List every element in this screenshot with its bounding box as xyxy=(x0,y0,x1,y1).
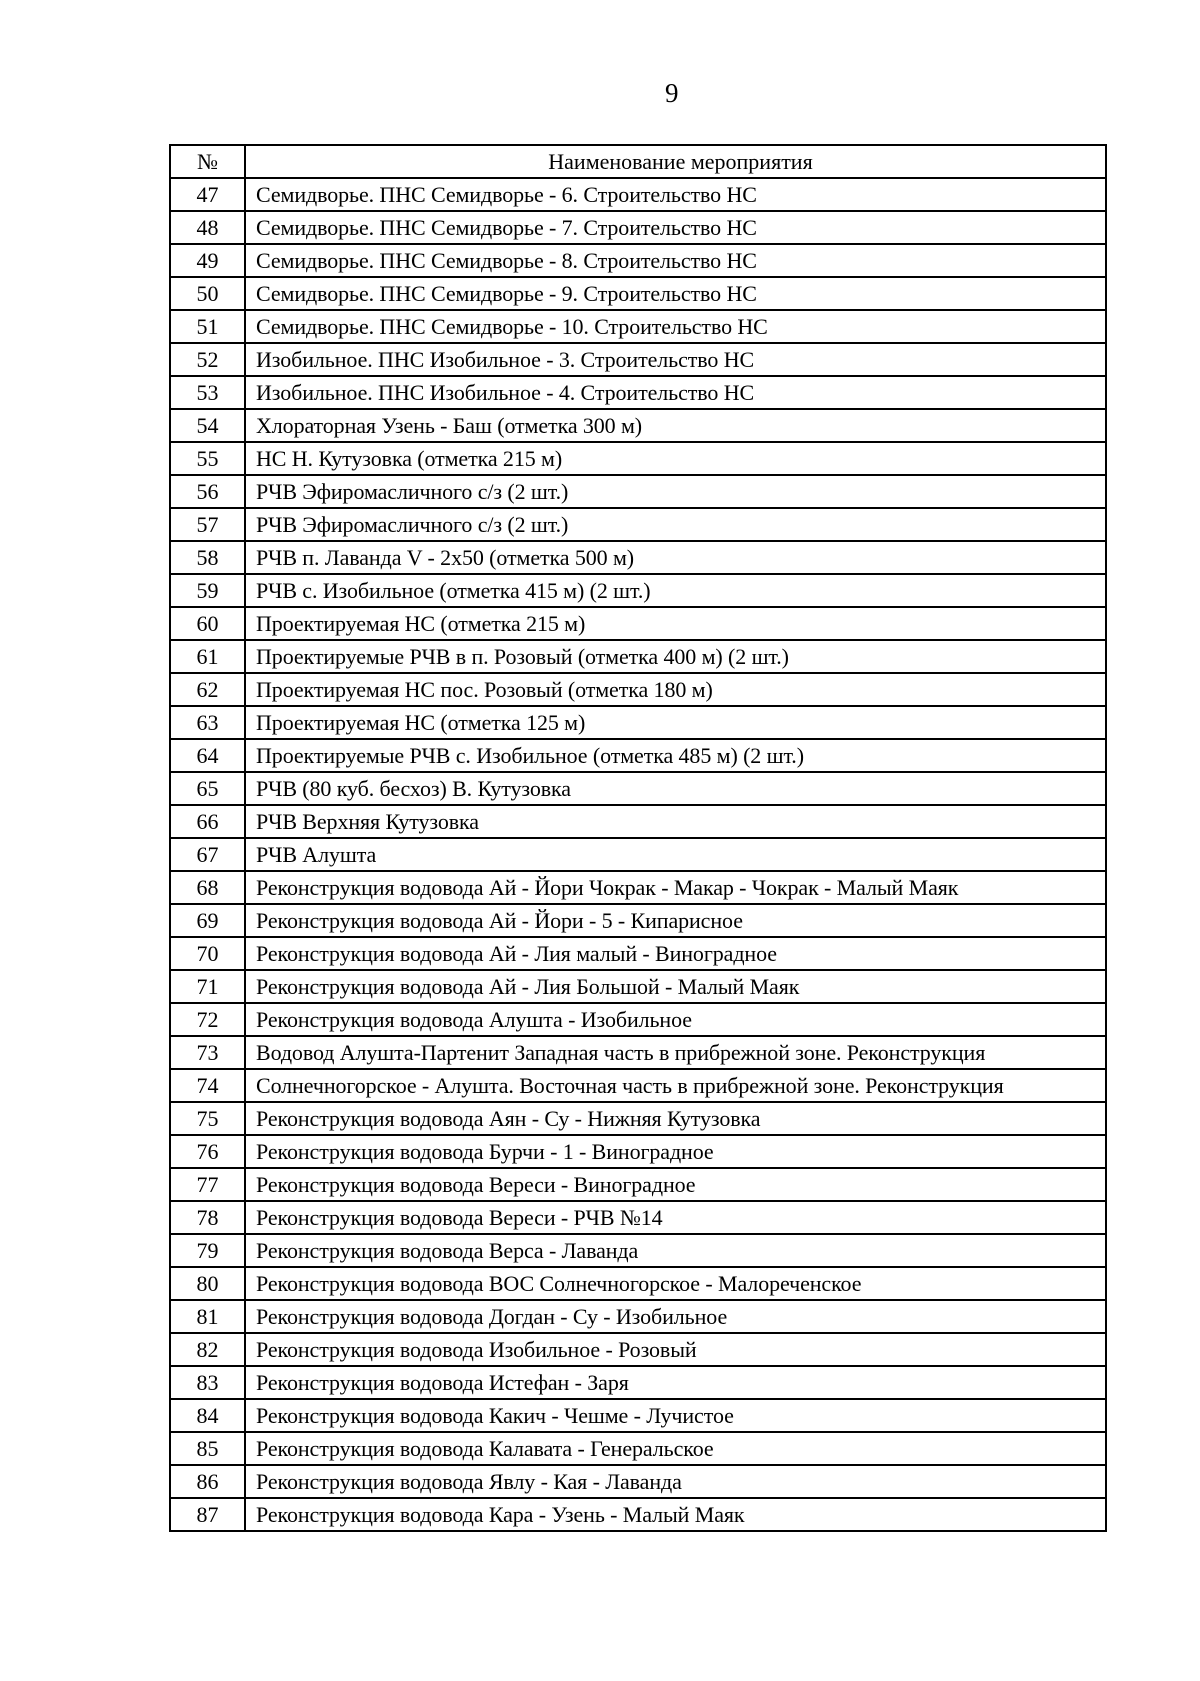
measure-name: Реконструкция водовода Изобильное - Розовый xyxy=(245,1333,1106,1366)
table-row xyxy=(170,838,1106,871)
table-row xyxy=(170,607,1106,640)
row-number: 64 xyxy=(170,739,245,772)
row-number: 53 xyxy=(170,376,245,409)
column-header-name: Наименование мероприятия xyxy=(245,145,1106,178)
table-row xyxy=(170,310,1106,343)
measure-name: Семидворье. ПНС Семидворье - 10. Строительство НС xyxy=(245,310,1106,343)
measure-name: Проектируемая НС (отметка 215 м) xyxy=(245,607,1106,640)
measure-name: Проектируемая НС (отметка 125 м) xyxy=(245,706,1106,739)
table-row xyxy=(170,1432,1106,1465)
row-number: 51 xyxy=(170,310,245,343)
row-number: 55 xyxy=(170,442,245,475)
row-number: 62 xyxy=(170,673,245,706)
measure-name: Реконструкция водовода Аян - Су - Нижняя Кутузовка xyxy=(245,1102,1106,1135)
measure-name: Реконструкция водовода Вереси - РЧВ №14 xyxy=(245,1201,1106,1234)
measure-name: Изобильное. ПНС Изобильное - 3. Строительство НС xyxy=(245,343,1106,376)
measure-name: Реконструкция водовода Догдан - Су - Изобильное xyxy=(245,1300,1106,1333)
row-number: 75 xyxy=(170,1102,245,1135)
measure-name: РЧВ п. Лаванда V - 2х50 (отметка 500 м) xyxy=(245,541,1106,574)
row-number: 77 xyxy=(170,1168,245,1201)
row-number: 66 xyxy=(170,805,245,838)
table-row xyxy=(170,178,1106,211)
table-row xyxy=(170,805,1106,838)
table-row xyxy=(170,475,1106,508)
measure-name: Реконструкция водовода Вереси - Виноградное xyxy=(245,1168,1106,1201)
measure-name: Реконструкция водовода Ай - Лия малый - Виноградное xyxy=(245,937,1106,970)
table-row xyxy=(170,706,1106,739)
row-number: 49 xyxy=(170,244,245,277)
table-row xyxy=(170,1465,1106,1498)
row-number: 48 xyxy=(170,211,245,244)
table-row xyxy=(170,1069,1106,1102)
table-row xyxy=(170,574,1106,607)
measure-name: Реконструкция водовода Алушта - Изобильное xyxy=(245,1003,1106,1036)
measure-name: Изобильное. ПНС Изобильное - 4. Строительство НС xyxy=(245,376,1106,409)
measure-name: Реконструкция водовода Верса - Лаванда xyxy=(245,1234,1106,1267)
table-row xyxy=(170,508,1106,541)
measure-name: Солнечногорское - Алушта. Восточная часть в прибрежной зоне. Реконструкция xyxy=(245,1069,1106,1102)
measure-name: Проектируемые РЧВ с. Изобильное (отметка 485 м) (2 шт.) xyxy=(245,739,1106,772)
row-number: 80 xyxy=(170,1267,245,1300)
measure-name: НС Н. Кутузовка (отметка 215 м) xyxy=(245,442,1106,475)
table-row xyxy=(170,277,1106,310)
measure-name: Реконструкция водовода Явлу - Кая - Лаванда xyxy=(245,1465,1106,1498)
table-row xyxy=(170,1267,1106,1300)
table-row xyxy=(170,1201,1106,1234)
measure-name: Реконструкция водовода Истефан - Заря xyxy=(245,1366,1106,1399)
row-number: 52 xyxy=(170,343,245,376)
row-number: 60 xyxy=(170,607,245,640)
measure-name: Реконструкция водовода Ай - Йори - 5 - Кипарисное xyxy=(245,904,1106,937)
measure-name: Водовод Алушта-Партенит Западная часть в прибрежной зоне. Реконструкция xyxy=(245,1036,1106,1069)
table-row xyxy=(170,1036,1106,1069)
row-number: 86 xyxy=(170,1465,245,1498)
table-row xyxy=(170,970,1106,1003)
measure-name: РЧВ Эфиромасличного с/з (2 шт.) xyxy=(245,508,1106,541)
table-row xyxy=(170,937,1106,970)
table-row xyxy=(170,343,1106,376)
table-row xyxy=(170,739,1106,772)
table-row xyxy=(170,244,1106,277)
row-number: 63 xyxy=(170,706,245,739)
row-number: 69 xyxy=(170,904,245,937)
row-number: 87 xyxy=(170,1498,245,1531)
table-row xyxy=(170,1399,1106,1432)
row-number: 85 xyxy=(170,1432,245,1465)
measure-name: Реконструкция водовода Кара - Узень - Малый Маяк xyxy=(245,1498,1106,1531)
measure-name: Семидворье. ПНС Семидворье - 7. Строительство НС xyxy=(245,211,1106,244)
row-number: 84 xyxy=(170,1399,245,1432)
row-number: 65 xyxy=(170,772,245,805)
table-row xyxy=(170,442,1106,475)
measure-name: Семидворье. ПНС Семидворье - 6. Строительство НС xyxy=(245,178,1106,211)
measure-name: Проектируемые РЧВ в п. Розовый (отметка 400 м) (2 шт.) xyxy=(245,640,1106,673)
measure-name: Хлораторная Узень - Баш (отметка 300 м) xyxy=(245,409,1106,442)
table-row xyxy=(170,1135,1106,1168)
table-row xyxy=(170,1498,1106,1531)
table-row xyxy=(170,1234,1106,1267)
table-header-row xyxy=(170,145,1106,178)
row-number: 70 xyxy=(170,937,245,970)
measures-table xyxy=(169,144,1107,1532)
row-number: 81 xyxy=(170,1300,245,1333)
table-row xyxy=(170,640,1106,673)
row-number: 78 xyxy=(170,1201,245,1234)
table-row xyxy=(170,871,1106,904)
table-row xyxy=(170,1102,1106,1135)
table-row xyxy=(170,904,1106,937)
row-number: 68 xyxy=(170,871,245,904)
row-number: 59 xyxy=(170,574,245,607)
row-number: 71 xyxy=(170,970,245,1003)
row-number: 82 xyxy=(170,1333,245,1366)
table-row xyxy=(170,541,1106,574)
row-number: 72 xyxy=(170,1003,245,1036)
row-number: 83 xyxy=(170,1366,245,1399)
column-header-number: № xyxy=(170,145,245,178)
measure-name: Семидворье. ПНС Семидворье - 8. Строительство НС xyxy=(245,244,1106,277)
measure-name: Семидворье. ПНС Семидворье - 9. Строительство НС xyxy=(245,277,1106,310)
measure-name: Реконструкция водовода Какич - Чешме - Лучистое xyxy=(245,1399,1106,1432)
table-row xyxy=(170,1333,1106,1366)
measure-name: Реконструкция водовода ВОС Солнечногорское - Малореченское xyxy=(245,1267,1106,1300)
table-row xyxy=(170,1168,1106,1201)
table-row xyxy=(170,409,1106,442)
table-row xyxy=(170,1300,1106,1333)
table-row xyxy=(170,1003,1106,1036)
row-number: 76 xyxy=(170,1135,245,1168)
table-row xyxy=(170,1366,1106,1399)
row-number: 61 xyxy=(170,640,245,673)
measure-name: Проектируемая НС пос. Розовый (отметка 180 м) xyxy=(245,673,1106,706)
row-number: 54 xyxy=(170,409,245,442)
measure-name: РЧВ (80 куб. бесхоз) В. Кутузовка xyxy=(245,772,1106,805)
table-row xyxy=(170,211,1106,244)
measure-name: РЧВ Эфиромасличного с/з (2 шт.) xyxy=(245,475,1106,508)
row-number: 57 xyxy=(170,508,245,541)
row-number: 56 xyxy=(170,475,245,508)
row-number: 50 xyxy=(170,277,245,310)
table-row xyxy=(170,673,1106,706)
table-body xyxy=(170,178,1106,1531)
measure-name: Реконструкция водовода Бурчи - 1 - Виноградное xyxy=(245,1135,1106,1168)
row-number: 79 xyxy=(170,1234,245,1267)
table-row xyxy=(170,376,1106,409)
row-number: 58 xyxy=(170,541,245,574)
measure-name: РЧВ Верхняя Кутузовка xyxy=(245,805,1106,838)
page-number: 9 xyxy=(665,78,679,108)
row-number: 67 xyxy=(170,838,245,871)
table-row xyxy=(170,772,1106,805)
row-number: 74 xyxy=(170,1069,245,1102)
row-number: 47 xyxy=(170,178,245,211)
measure-name: Реконструкция водовода Калавата - Генеральское xyxy=(245,1432,1106,1465)
measure-name: Реконструкция водовода Ай - Йори Чокрак - Макар - Чокрак - Малый Маяк xyxy=(245,871,1106,904)
measure-name: Реконструкция водовода Ай - Лия Большой - Малый Маяк xyxy=(245,970,1106,1003)
measure-name: РЧВ с. Изобильное (отметка 415 м) (2 шт.) xyxy=(245,574,1106,607)
row-number: 73 xyxy=(170,1036,245,1069)
measure-name: РЧВ Алушта xyxy=(245,838,1106,871)
